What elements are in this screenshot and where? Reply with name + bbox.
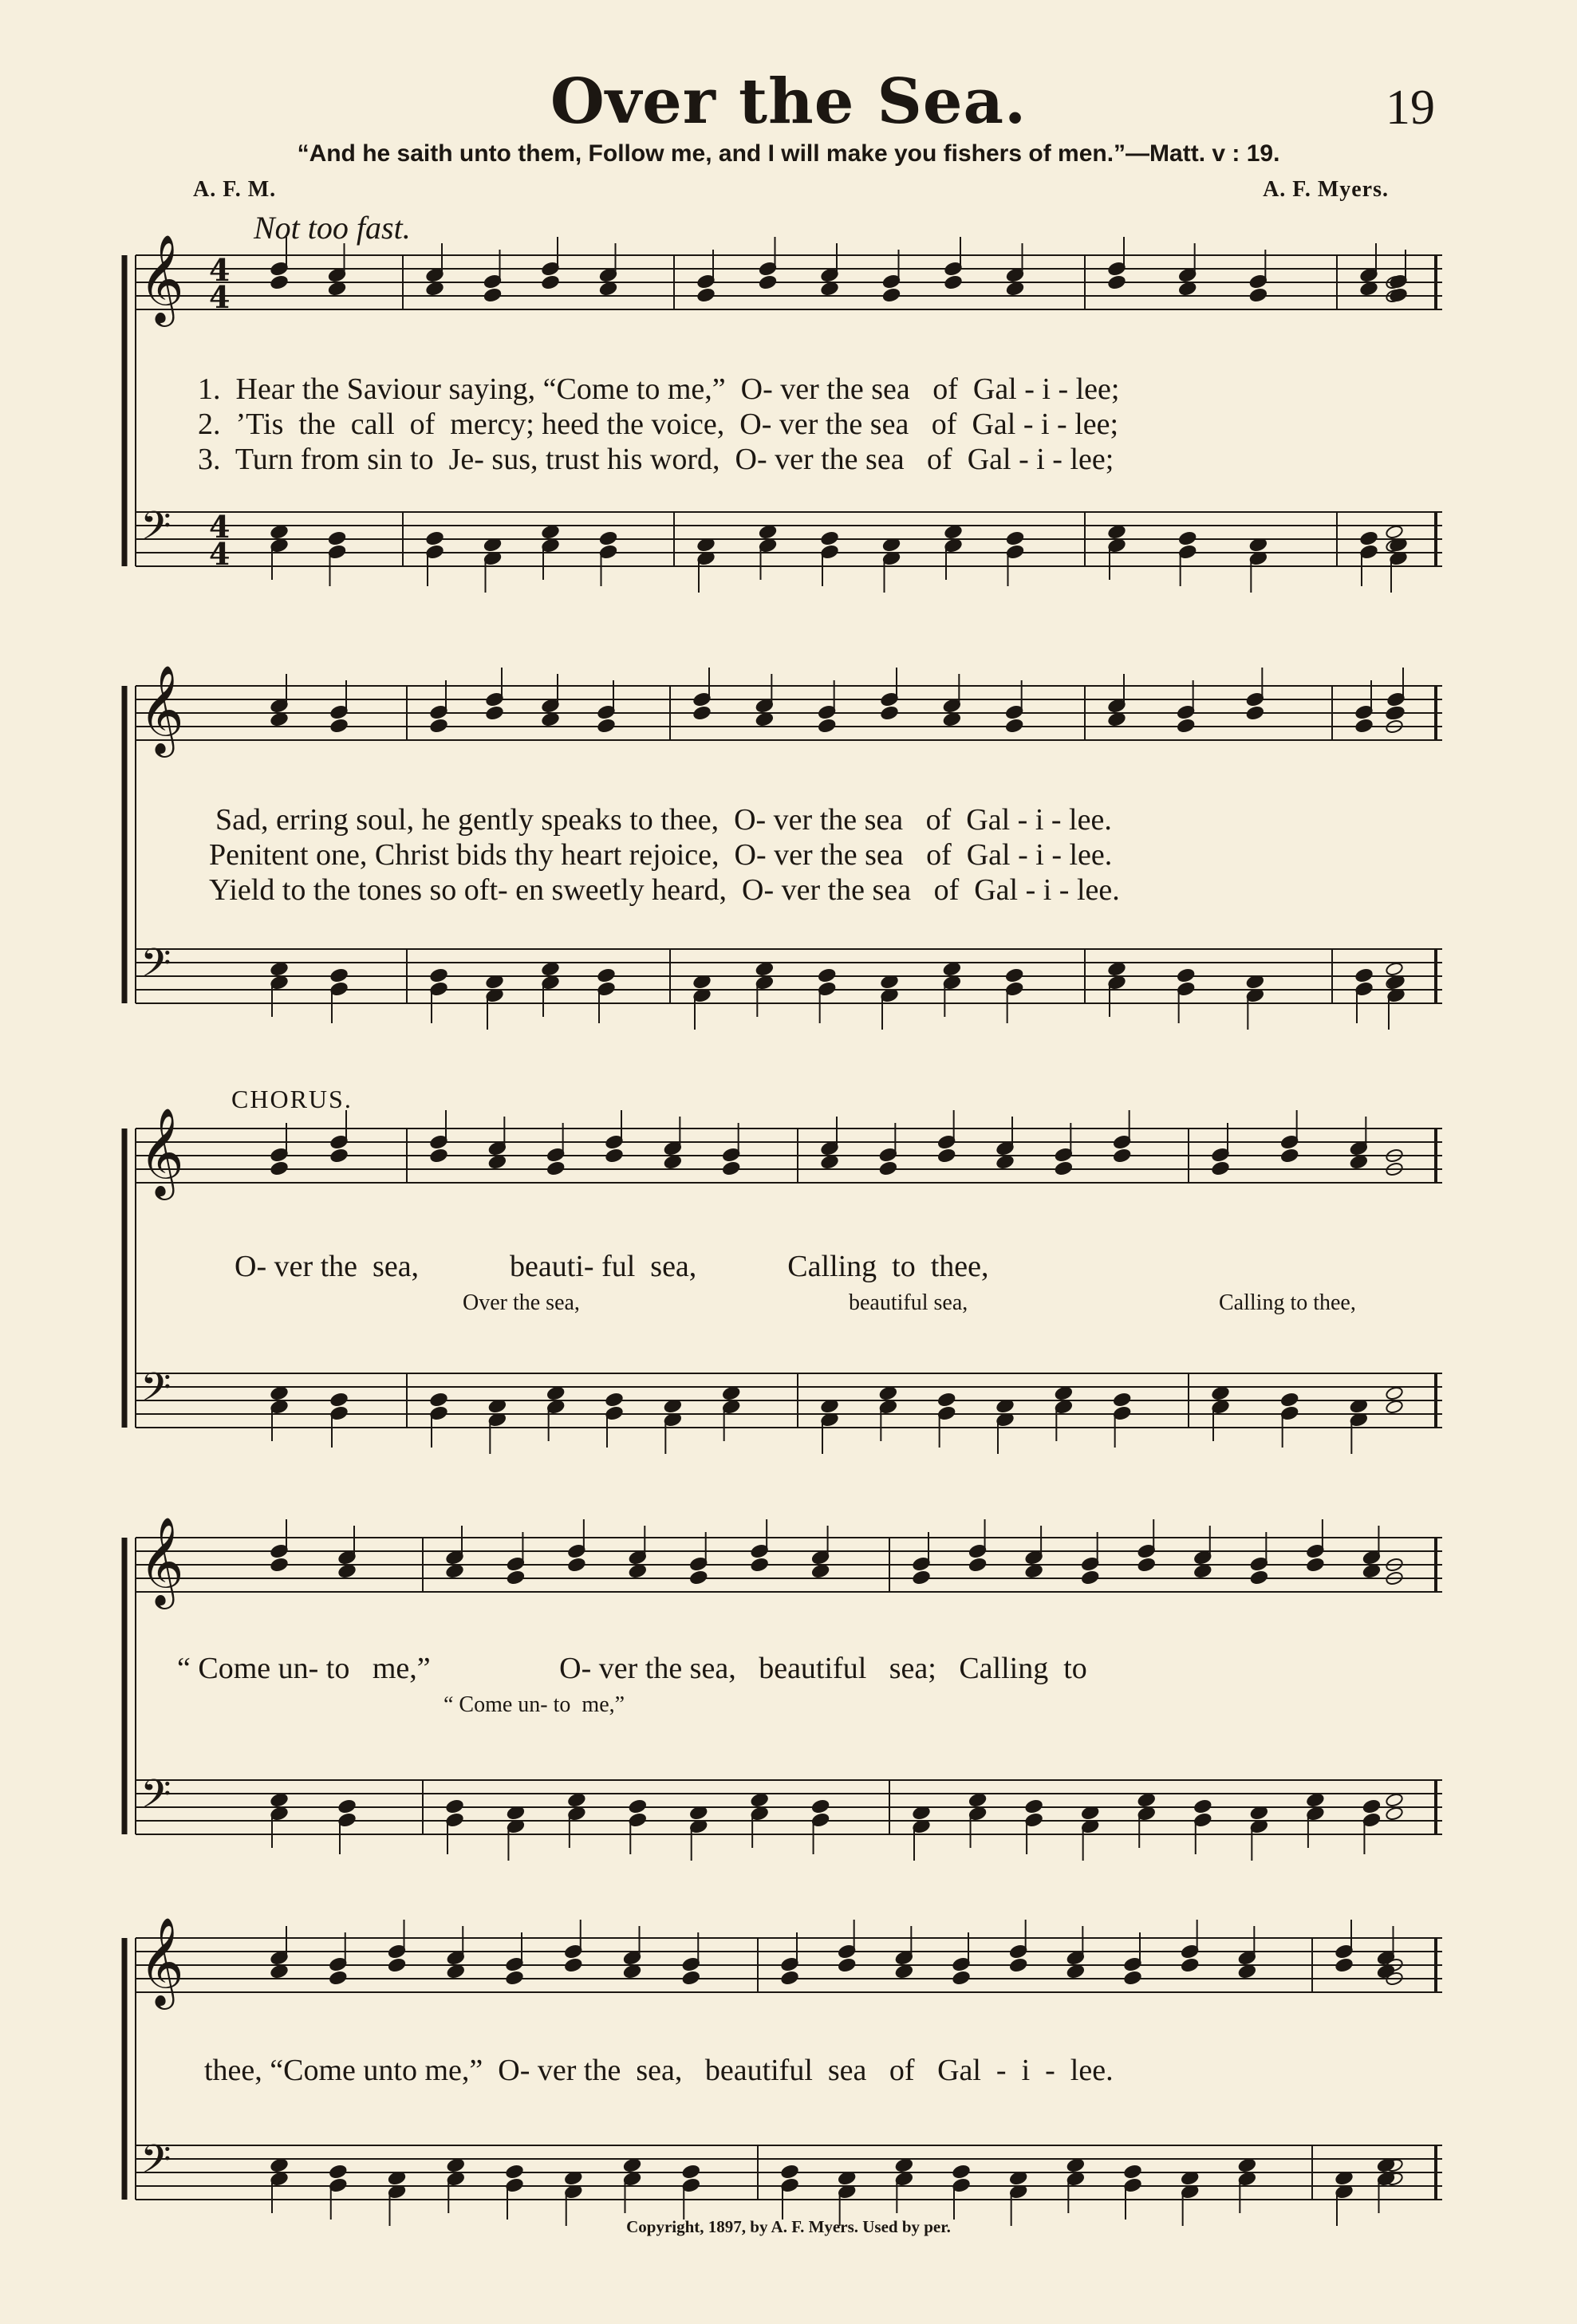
bass-cue-come-unto-me: “ Come un- to me,” — [444, 1692, 625, 1717]
note-head — [505, 1970, 523, 1985]
note-head — [329, 1970, 347, 1985]
note-head — [597, 718, 615, 733]
note-head — [1178, 530, 1197, 546]
note-head — [1306, 1792, 1324, 1807]
note-head — [880, 705, 898, 720]
note-head — [682, 2164, 700, 2179]
note-head — [780, 1970, 798, 1985]
bass-clef: 𝄢 — [140, 503, 171, 559]
note-head — [1005, 967, 1023, 983]
composer-credit: A. F. Myers. — [1263, 177, 1389, 202]
treble-clef: 𝄞 — [139, 234, 184, 323]
note-head — [1123, 1970, 1141, 1985]
note-head — [329, 1392, 348, 1407]
bass-cue-over-the-sea: Over the sea, — [463, 1290, 580, 1315]
verse-1-line-a: 1. Hear the Saviour saying, “Come to me,” O- ver the sea of Gal - i - lee; — [198, 372, 1120, 406]
verse-3-line-a: 3. Turn from sin to Je- sus, trust his word, O- ver the sea of Gal - i - lee; — [198, 443, 1114, 476]
note-head — [1006, 530, 1024, 546]
note-head — [567, 1557, 585, 1572]
note-head — [937, 1392, 956, 1407]
note-head — [1107, 274, 1126, 290]
time-signature: 4 — [209, 509, 231, 545]
note-head — [820, 281, 838, 296]
verse-2-line-a: 2. ’Tis the call of mercy; heed the voice, O- ver the sea of Gal - i - lee; — [198, 408, 1119, 441]
note-head — [895, 2157, 913, 2172]
note-head — [879, 1160, 897, 1176]
note-head — [968, 1557, 987, 1572]
note-head — [445, 1563, 463, 1578]
note-head — [759, 274, 777, 290]
bass-clef: 𝄢 — [140, 1365, 171, 1420]
note-head — [328, 530, 346, 546]
note-head — [1362, 1798, 1381, 1814]
half-note-head — [1385, 1399, 1403, 1414]
note-head — [811, 1798, 830, 1814]
lyricist-credit: A. F. M. — [193, 177, 277, 202]
note-head — [270, 961, 288, 976]
note-head — [507, 1570, 525, 1585]
note-head — [682, 1970, 700, 1985]
half-note-head — [1385, 1806, 1403, 1821]
note-head — [838, 1957, 856, 1972]
note-head — [1335, 1957, 1353, 1972]
note-head — [328, 281, 346, 296]
half-note-head — [1385, 961, 1403, 976]
note-head — [755, 711, 774, 727]
note-head — [1113, 1148, 1131, 1163]
note-head — [1359, 530, 1378, 546]
note-head — [1055, 1160, 1073, 1176]
note-head — [1350, 1154, 1368, 1169]
note-head — [759, 524, 777, 539]
note-head — [1123, 2164, 1141, 2179]
note-head — [546, 1160, 565, 1176]
note-head — [429, 1148, 447, 1163]
note-head — [943, 711, 961, 727]
note-head — [1066, 1964, 1085, 1979]
tempo-marking: Not too fast. — [254, 210, 411, 246]
note-head — [505, 2164, 523, 2179]
note-head — [1113, 1392, 1131, 1407]
note-head — [751, 1557, 769, 1572]
note-head — [1354, 718, 1373, 733]
note-head — [329, 967, 348, 983]
bass-clef: 𝄢 — [140, 2137, 171, 2192]
note-head — [599, 530, 617, 546]
copyright-notice: Copyright, 1897, by A. F. Myers. Used by per. — [626, 2217, 951, 2236]
bass-cue-beautiful-sea: beautiful sea, — [849, 1290, 968, 1315]
half-note-head — [1385, 1385, 1403, 1400]
note-head — [388, 1957, 406, 1972]
note-head — [944, 274, 962, 290]
note-head — [722, 1160, 740, 1176]
verse-3-line-b: Yield to the tones so oft- en sweetly heard, O- ver the sea of Gal - i - lee. — [209, 873, 1120, 907]
note-head — [329, 1148, 348, 1163]
bass-clef: 𝄢 — [140, 940, 171, 996]
note-head — [968, 1792, 987, 1807]
note-head — [270, 274, 288, 290]
note-head — [429, 1392, 447, 1407]
note-head — [995, 1154, 1014, 1169]
note-head — [1280, 1392, 1299, 1407]
half-note-head — [1385, 524, 1403, 539]
note-head — [270, 1792, 288, 1807]
time-signature: 4 — [209, 279, 231, 315]
bass-clef: 𝄢 — [140, 1771, 171, 1827]
page-number: 19 — [1386, 81, 1435, 135]
note-head — [567, 1792, 585, 1807]
note-head — [912, 1570, 930, 1585]
note-head — [447, 2157, 465, 2172]
note-head — [1306, 1557, 1324, 1572]
note-head — [1362, 1563, 1381, 1578]
note-head — [755, 961, 774, 976]
note-head — [1211, 1385, 1229, 1400]
note-head — [429, 967, 447, 983]
note-head — [818, 718, 836, 733]
note-head — [1250, 1570, 1268, 1585]
note-head — [541, 711, 559, 727]
note-head — [541, 524, 559, 539]
treble-clef: 𝄞 — [139, 1916, 184, 2006]
note-head — [1354, 967, 1373, 983]
note-head — [425, 281, 444, 296]
note-head — [820, 1154, 838, 1169]
note-head — [623, 2157, 641, 2172]
note-head — [780, 2164, 798, 2179]
note-head — [696, 287, 715, 302]
note-head — [623, 1964, 641, 1979]
verse-2-line-b: Penitent one, Christ bids thy heart rejoice, O- ver the sea of Gal - i - lee. — [209, 838, 1113, 872]
chorus-lyric-2: “ Come un- to me,” O- ver the sea, beautiful sea; Calling to — [177, 1652, 1087, 1685]
note-head — [564, 1957, 582, 1972]
note-head — [952, 1970, 970, 1985]
note-head — [1081, 1570, 1099, 1585]
chorus-lyric-1: O- ver the sea, beauti- ful sea, Calling to thee, — [235, 1250, 989, 1283]
note-head — [1066, 2157, 1085, 2172]
note-head — [429, 718, 447, 733]
time-signature: 4 — [209, 252, 231, 288]
note-head — [541, 961, 559, 976]
note-head — [937, 1148, 956, 1163]
note-head — [270, 711, 288, 727]
chorus-lyric-3: thee, “Come unto me,” O- ver the sea, beautiful sea of Gal - i - lee. — [204, 2054, 1114, 2087]
note-head — [337, 1798, 356, 1814]
treble-clef: 𝄞 — [139, 664, 184, 754]
note-head — [1107, 961, 1126, 976]
note-head — [1359, 281, 1378, 296]
note-head — [1193, 1563, 1212, 1578]
note-head — [1238, 2157, 1256, 2172]
note-head — [952, 2164, 970, 2179]
note-head — [944, 524, 962, 539]
note-head — [488, 1154, 507, 1169]
note-head — [447, 1964, 465, 1979]
hymn-title: Over the Sea. — [550, 65, 1027, 138]
note-head — [629, 1563, 647, 1578]
note-head — [337, 1563, 356, 1578]
note-head — [1177, 718, 1195, 733]
note-head — [1249, 287, 1268, 302]
note-head — [329, 718, 348, 733]
treble-clef: 𝄞 — [139, 1107, 184, 1196]
note-head — [445, 1798, 463, 1814]
note-head — [425, 530, 444, 546]
note-head — [541, 274, 559, 290]
note-head — [879, 1385, 897, 1400]
note-head — [1280, 1148, 1299, 1163]
note-head — [1005, 718, 1023, 733]
note-head — [1024, 1798, 1043, 1814]
note-head — [597, 967, 615, 983]
note-head — [882, 287, 901, 302]
note-head — [270, 1160, 288, 1176]
note-head — [1177, 967, 1195, 983]
chorus-label: CHORUS. — [231, 1085, 353, 1113]
note-head — [692, 705, 711, 720]
time-signature: 4 — [209, 536, 231, 572]
note-head — [1137, 1557, 1156, 1572]
bass-cue-calling-to-thee: Calling to thee, — [1219, 1290, 1356, 1315]
note-head — [599, 281, 617, 296]
note-head — [1211, 1160, 1229, 1176]
note-head — [689, 1570, 708, 1585]
note-head — [483, 287, 502, 302]
note-head — [629, 1798, 647, 1814]
note-head — [546, 1385, 565, 1400]
note-head — [1238, 1964, 1256, 1979]
note-head — [811, 1563, 830, 1578]
note-head — [895, 1964, 913, 1979]
note-head — [664, 1154, 682, 1169]
note-head — [270, 1385, 288, 1400]
half-note-head — [1385, 1792, 1403, 1807]
note-head — [270, 1557, 288, 1572]
note-head — [1193, 1798, 1212, 1814]
note-head — [270, 2157, 288, 2172]
note-head — [818, 967, 836, 983]
note-head — [751, 1792, 769, 1807]
note-head — [722, 1385, 740, 1400]
note-head — [1055, 1385, 1073, 1400]
note-head — [1246, 705, 1264, 720]
note-head — [605, 1392, 623, 1407]
note-head — [329, 2164, 347, 2179]
scripture-epigraph: “And he saith unto them, Follow me, and I will make you fishers of men.”—Matt. v : 19. — [297, 140, 1280, 167]
note-head — [1006, 281, 1024, 296]
treble-clef: 𝄞 — [139, 1516, 184, 1605]
note-head — [485, 705, 503, 720]
note-head — [1107, 524, 1126, 539]
note-head — [1137, 1792, 1156, 1807]
note-head — [1009, 1957, 1027, 1972]
note-head — [270, 524, 288, 539]
note-head — [1178, 281, 1197, 296]
note-head — [605, 1148, 623, 1163]
note-head — [1181, 1957, 1199, 1972]
note-head — [1107, 711, 1126, 727]
note-head — [943, 961, 961, 976]
note-head — [1024, 1563, 1043, 1578]
note-head — [820, 530, 838, 546]
verse-1-line-b: Sad, erring soul, he gently speaks to thee, O- ver the sea of Gal - i - lee. — [215, 803, 1112, 837]
note-head — [270, 1964, 288, 1979]
